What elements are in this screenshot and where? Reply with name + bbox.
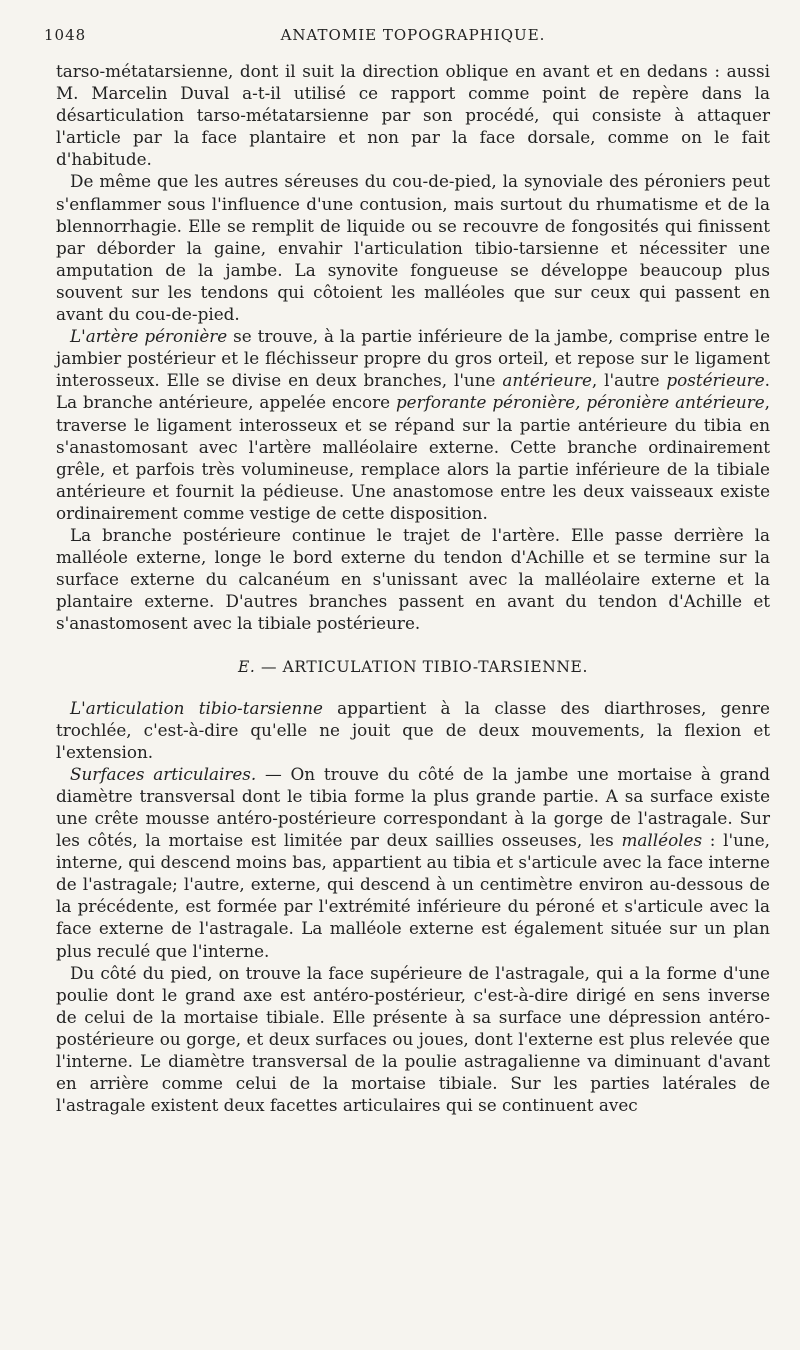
paragraph-surfaces [56,763,770,962]
term-posterior: postérieure [666,370,765,391]
paragraph-foot-side: Du côté du pied, on trouve la face supérieure de l'astragale, qui a la forme d'une poulie dont le grand axe est antéro-postérieur, c'est-à-dire dirigé en sens inverse de celui de la mortaise tibiale. Elle présente à sa surface une dépression antéro-postérieure ou gorge, et deux surfaces ou joues, dont l'externe est plus relevée que l'interne. Le diamètre transversal de la poulie astragalienne va diminuant d'avant en arrière comme celui de la mortaise tibiale. Sur les parties latérales de l'astragale existent deux facettes articulaires qui se continuent avec [56,962,770,1116]
paragraph-continuation: tarso-métatarsienne, dont il suit la direction oblique en avant et en dedans : aussi M. Marcelin Duval a-t-il utilisé ce rapport comme point de repère dans la désarticulation tarso-métatarsienne par son procédé, qui consiste à attaquer l'article par la face plantaire et non par la face dorsale, comme on le fait d'habitude. [56,61,770,170]
paragraph-articulation [56,697,770,763]
text-run: , l'autre [591,370,667,391]
term-surfaces: Surfaces articulaires. [70,763,257,784]
term-peroneal-artery: L'artère péronière [70,326,228,347]
running-head [44,26,770,50]
paragraph-posterior-branch: La branche postérieure continue le trajet de l'artère. Elle passe derrière la malléole externe, longe le bord externe du tendon d'Achille et se termine sur la surface externe du calcanéum en s'unissant avec la malléolaire externe et la plantaire externe. D'autres branches passent en avant du tendon d'Achille et s'anastomosent avec la tibiale postérieure. [56,524,770,634]
paragraph-synovial: De même que les autres séreuses du cou-de-pied, la synoviale des péroniers peut s'enflammer sous l'influence d'une contusion, mais surtout du rhumatisme et de la blennorrhagie. Elle se remplit de liquide ou se recouvre de fongosités qui finissent par déborder la gaine, envahir l'articulation tibio-tarsienne et nécessiter une amputation de la jambe. La synovite fongueuse se développe beaucoup plus souvent sur les tendons qui côtoient les malléoles que sur ceux qui passent en avant du cou-de-pied. [56,171,770,325]
running-title: ANATOMIE TOPOGRAPHIQUE. [280,26,546,44]
term-anterior: antérieure [502,370,592,391]
text-run: appartient à la classe des diarthroses, genre trochlée, c'est-à-dire qu'elle ne jouit que de deux mouvements, la flexion et l'extension. [56,697,770,762]
body-text [56,60,770,1116]
text-run: , traverse le ligament interosseux et se répand sur la partie antérieure du tibia en s'anastomosant avec l'artère malléolaire externe. Cette branche ordinairement grêle, et parfois très volumineuse, remplace alors la partie inférieure de la tibiale antérieure et fournit la pédieuse. Une anastomose entre les deux vaisseaux existe ordinairement comme vestige de cette disposition. [56,392,771,523]
section-dash: — [255,658,283,677]
text-run: se trouve, à la partie inférieure de la jambe, comprise entre le jambier postérieur et le fléchisseur propre du gros orteil, et repose sur le ligament interosseux. Elle se divise en deux branches, l'une [56,326,771,391]
section-title: ARTICULATION TIBIO-TARSIENNE. [282,658,588,677]
paragraph-peroneal-artery [56,325,770,524]
text-run: — On trouve du côté de la jambe une mortaise à grand diamètre transversal dont le tibia forme la plus grande partie. A sa surface existe une crête mousse antéro-postérieure correspondant à la gorge de l'astragale. Sur les côtés, la mortaise est limitée par deux saillies osseuses, les [56,763,770,851]
page-number: 1048 [44,26,87,44]
text-run: . La branche antérieure, appelée encore [56,370,770,413]
term-malleoles: malléoles [621,830,703,851]
section-heading [56,656,770,678]
section-letter: E. [238,658,256,677]
term-articulation: L'articulation tibio-tarsienne [70,697,323,718]
term-perforating: perforante péronière, péronière antérieure [395,392,765,413]
text-run: : l'une, interne, qui descend moins bas, appartient au tibia et s'articule avec la face interne de l'astragale; l'autre, externe, qui descend à un centimètre environ au-dessous de la précédente, est formée par l'extrémité inférieure du péroné et s'articule avec la face externe de l'astragale. La malléole externe est également située sur un plan plus reculé que l'interne. [56,830,771,961]
